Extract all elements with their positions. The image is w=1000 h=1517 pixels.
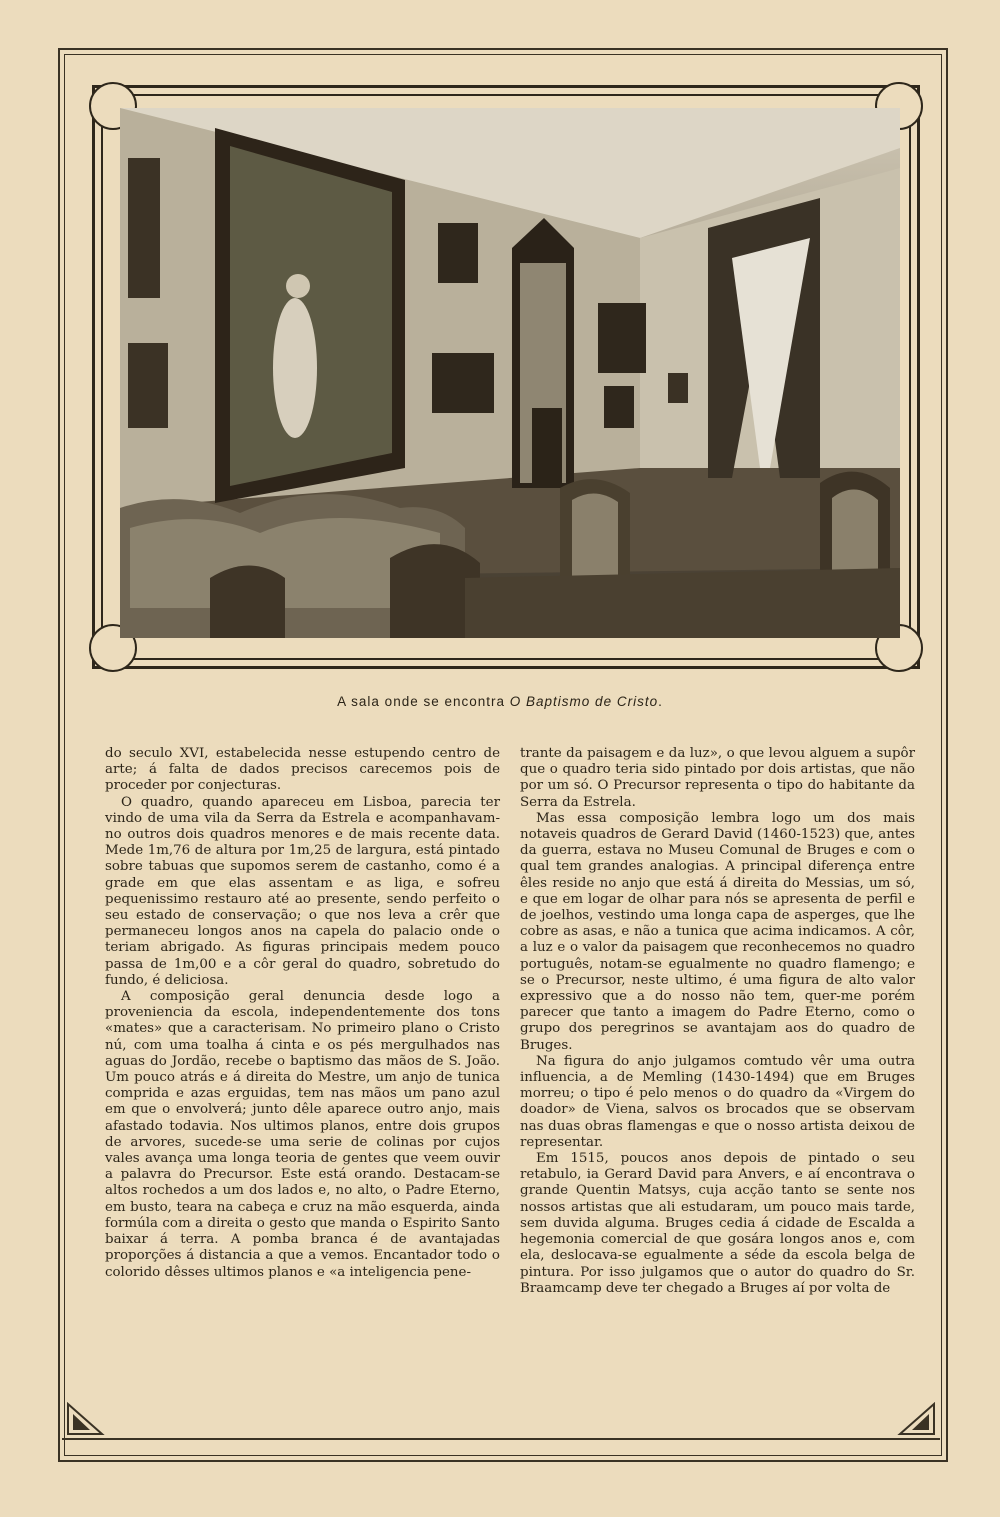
paragraph: Em 1515, poucos anos depois de pintado o seu retabulo, ia Gerard David para Anvers, e aí encontrava o grande Quentin Matsys, cuja acção tanto se sente nos nossos artistas que ali estudaram, um pouco mais tarde, sem duvida alguma. Bruges cedia á cidade de Escalda a hegemonia comercial de que gosára longos anos e, com ela, deslocava-se egualmente a séde da escola belga de pintura. Por isso julgamos que o autor do quadro do Sr. Braamcamp deve ter chegado a Bruges aí por volta de <box>520 1151 915 1296</box>
bottom-rule <box>62 1438 940 1440</box>
caption-title: O Baptismo de Cristo <box>509 694 659 709</box>
caption-prefix: A sala onde se encontra <box>337 694 506 709</box>
room-photograph <box>120 108 900 638</box>
paragraph: A composição geral denuncia desde logo a proveniencia da escola, independentemente dos tons «mates» que a caracterisam. No primeiro plano o Cristo nú, com uma toalha á cinta e os pés mergulhados nas aguas do Jordão, recebe o baptismo das mãos de S. João. Um pouco atrás e á direita do Mestre, um anjo de tunica comprida e azas erguidas, tem nas mãos um pano azul em que o envolverá; junto dêle aparece outro anjo, mais afastado todavia. Nos ultimos planos, entre dois grupos de arvores, sucede-se uma serie de colinas por cujos vales avança uma longa teoria de gentes que veem ouvir a palavra do Precursor. Este está orando. Destacam-se altos rochedos a um dos lados e, no alto, o Padre Eterno, em busto, teara na cabeça e cruz na mão esquerda, ainda formúla com a direita o gesto que manda o Espirito Santo baixar á terra. A pomba branca é de avantajadas proporções á distancia a que a vemos. Encantador todo o colorido dêsses ultimos planos e «a inteligencia pene- <box>105 989 500 1280</box>
paragraph: Mas essa composição lembra logo um dos mais notaveis quadros de Gerard David (1460-1523) que, antes da guerra, estava no Museu Comunal de Bruges e com o qual tem grandes analogias. A principal diferença entre êles reside no anjo que está á direita do Messias, um só, e que em logar de olhar para nós se apresenta de perfil e de joelhos, vestindo uma longa capa de asperges, que lhe cobre as asas, e não a tunica que acima indicamos. A côr, a luz e o valor da paisagem que reconhecemos no quadro português, notam-se egualmente no quadro flamengo; e se o Precursor, neste ultimo, é uma figura de alto valor expressivo que a do nosso não tem, quer-me porém parecer que tanto a imagem do Padre Eterno, como o grupo dos peregrinos se avantajam aos do quadro de Bruges. <box>520 810 915 1053</box>
paragraph: Na figura do anjo julgamos comtudo vêr uma outra influencia, a de Memling (1430-1494) que em Bruges morreu; o tipo é pelo menos o do quadro da «Virgem do doador» de Viena, salvos os brocados que se observam nas duas obras flamengas e que o nosso artista deixou de representar. <box>520 1053 915 1150</box>
room-illustration <box>120 108 900 638</box>
corner-triangle-left-icon <box>66 1402 106 1436</box>
paragraph: do seculo XVI, estabelecida nesse estupendo centro de arte; á falta de dados precisos carecemos pois de proceder por conjecturas. <box>105 746 500 794</box>
paragraph: O quadro, quando apareceu em Lisboa, parecia ter vindo de uma vila da Serra da Estrela e acompanhavam-no outros dois quadros menores e de mais recente data. Mede 1m,76 de altura por 1m,25 de largura, está pintado sobre tabuas que supomos serem de castanho, como é a grade em que elas assentam e as liga, e sofreu pequenissimo restauro até ao presente, sendo perfeito o seu estado de conservação; o que nos leva a crêr que permaneceu longos anos na capela do palacio onde o teriam abrigado. As figuras principais medem pouco passa de 1m,00 e a côr geral do quadro, sobretudo do fundo, é deliciosa. <box>105 794 500 988</box>
photo-caption: A sala onde se encontra O Baptismo de Cristo. <box>337 694 663 709</box>
paragraph: trante da paisagem e da luz», o que levou alguem a supôr que o quadro teria sido pintado por dois artistas, que não por um só. O Precursor representa o tipo do habitante da Serra da Estrela. <box>520 746 915 810</box>
corner-triangle-right-icon <box>896 1402 936 1436</box>
right-text-column <box>520 746 915 1297</box>
left-text-column <box>105 746 500 1281</box>
